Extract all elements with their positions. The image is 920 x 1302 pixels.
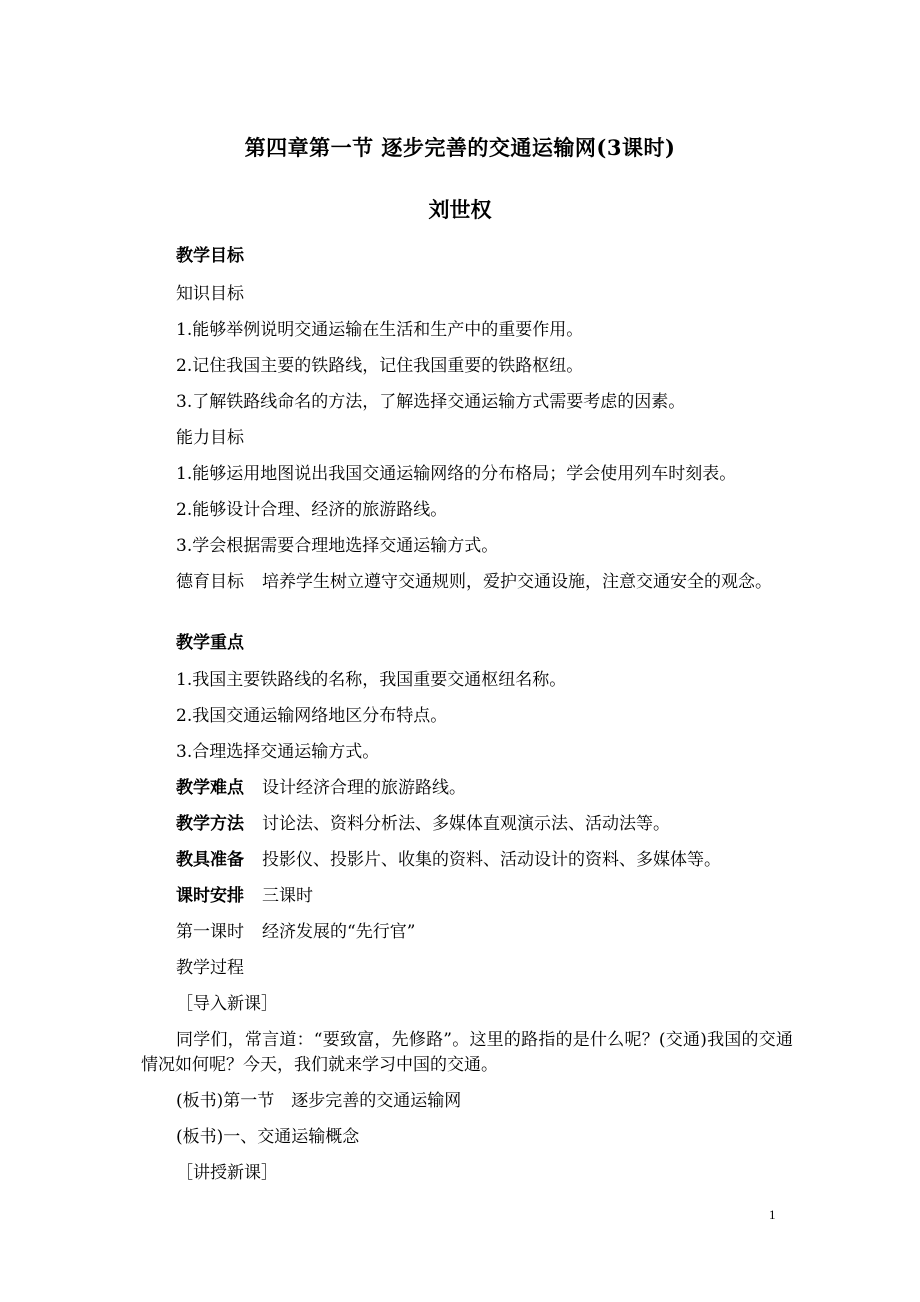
moral-objective <box>141 570 793 595</box>
board-note-2: (板书)一、交通运输概念 <box>176 1127 360 1147</box>
author-name: 刘世权 <box>428 197 492 222</box>
ability-heading: 能力目标 <box>176 428 244 448</box>
moral-label: 德育目标 <box>176 572 244 592</box>
keypoint-item-1: 1.我国主要铁路线的名称，我国重要交通枢纽名称。 <box>176 670 567 690</box>
difficulty-row <box>176 776 466 800</box>
knowledge-item-2: 2.记住我国主要的铁路线，记住我国重要的铁路枢纽。 <box>176 356 584 376</box>
schedule-text: 三课时 <box>262 886 313 906</box>
method-row <box>176 812 670 836</box>
method-label: 教学方法 <box>176 814 244 834</box>
keypoint-item-3: 3.合理选择交通运输方式。 <box>176 742 380 762</box>
lesson1-row <box>176 920 415 944</box>
document-title: 第四章第一节 逐步完善的交通运输网(3课时) <box>244 135 676 160</box>
ability-item-1: 1.能够运用地图说出我国交通运输网络的分布格局；学会使用列车时刻表。 <box>176 464 737 484</box>
knowledge-item-3: 3.了解铁路线命名的方法，了解选择交通运输方式需要考虑的因素。 <box>176 392 686 412</box>
lesson1-text: 经济发展的“先行官” <box>262 922 416 942</box>
method-text: 讨论法、资料分析法、多媒体直观演示法、活动法等。 <box>262 814 670 834</box>
difficulty-label: 教学难点 <box>176 778 244 798</box>
schedule-label: 课时安排 <box>176 886 244 906</box>
lecture-heading: ［讲授新课］ <box>176 1163 278 1183</box>
tools-label: 教具准备 <box>176 850 244 870</box>
keypoint-item-2: 2.我国交通运输网络地区分布特点。 <box>176 706 448 726</box>
board-note-1: (板书)第一节 逐步完善的交通运输网 <box>176 1091 462 1111</box>
knowledge-heading: 知识目标 <box>176 284 244 304</box>
tools-row <box>176 848 721 872</box>
intro-paragraph: 同学们，常言道：“要致富，先修路”。这里的路指的是什么呢？(交通)我国的交通情况如何呢？今天，我们就来学习中国的交通。 <box>141 1030 793 1075</box>
intro-heading: ［导入新课］ <box>176 994 278 1014</box>
moral-text: 培养学生树立遵守交通规则，爱护交通设施，注意交通安全的观念。 <box>262 572 772 592</box>
schedule-row <box>176 884 313 908</box>
keypoints-heading: 教学重点 <box>176 633 244 653</box>
process-heading: 教学过程 <box>176 958 244 978</box>
ability-item-2: 2.能够设计合理、经济的旅游路线。 <box>176 500 448 520</box>
lesson1-label: 第一课时 <box>176 922 244 942</box>
objectives-heading: 教学目标 <box>176 246 244 266</box>
knowledge-item-1: 1.能够举例说明交通运输在生活和生产中的重要作用。 <box>176 320 584 340</box>
tools-text: 投影仪、投影片、收集的资料、活动设计的资料、多媒体等。 <box>262 850 721 870</box>
difficulty-text: 设计经济合理的旅游路线。 <box>262 778 466 798</box>
page-number: 1 <box>769 1207 776 1222</box>
ability-item-3: 3.学会根据需要合理地选择交通运输方式。 <box>176 536 499 556</box>
